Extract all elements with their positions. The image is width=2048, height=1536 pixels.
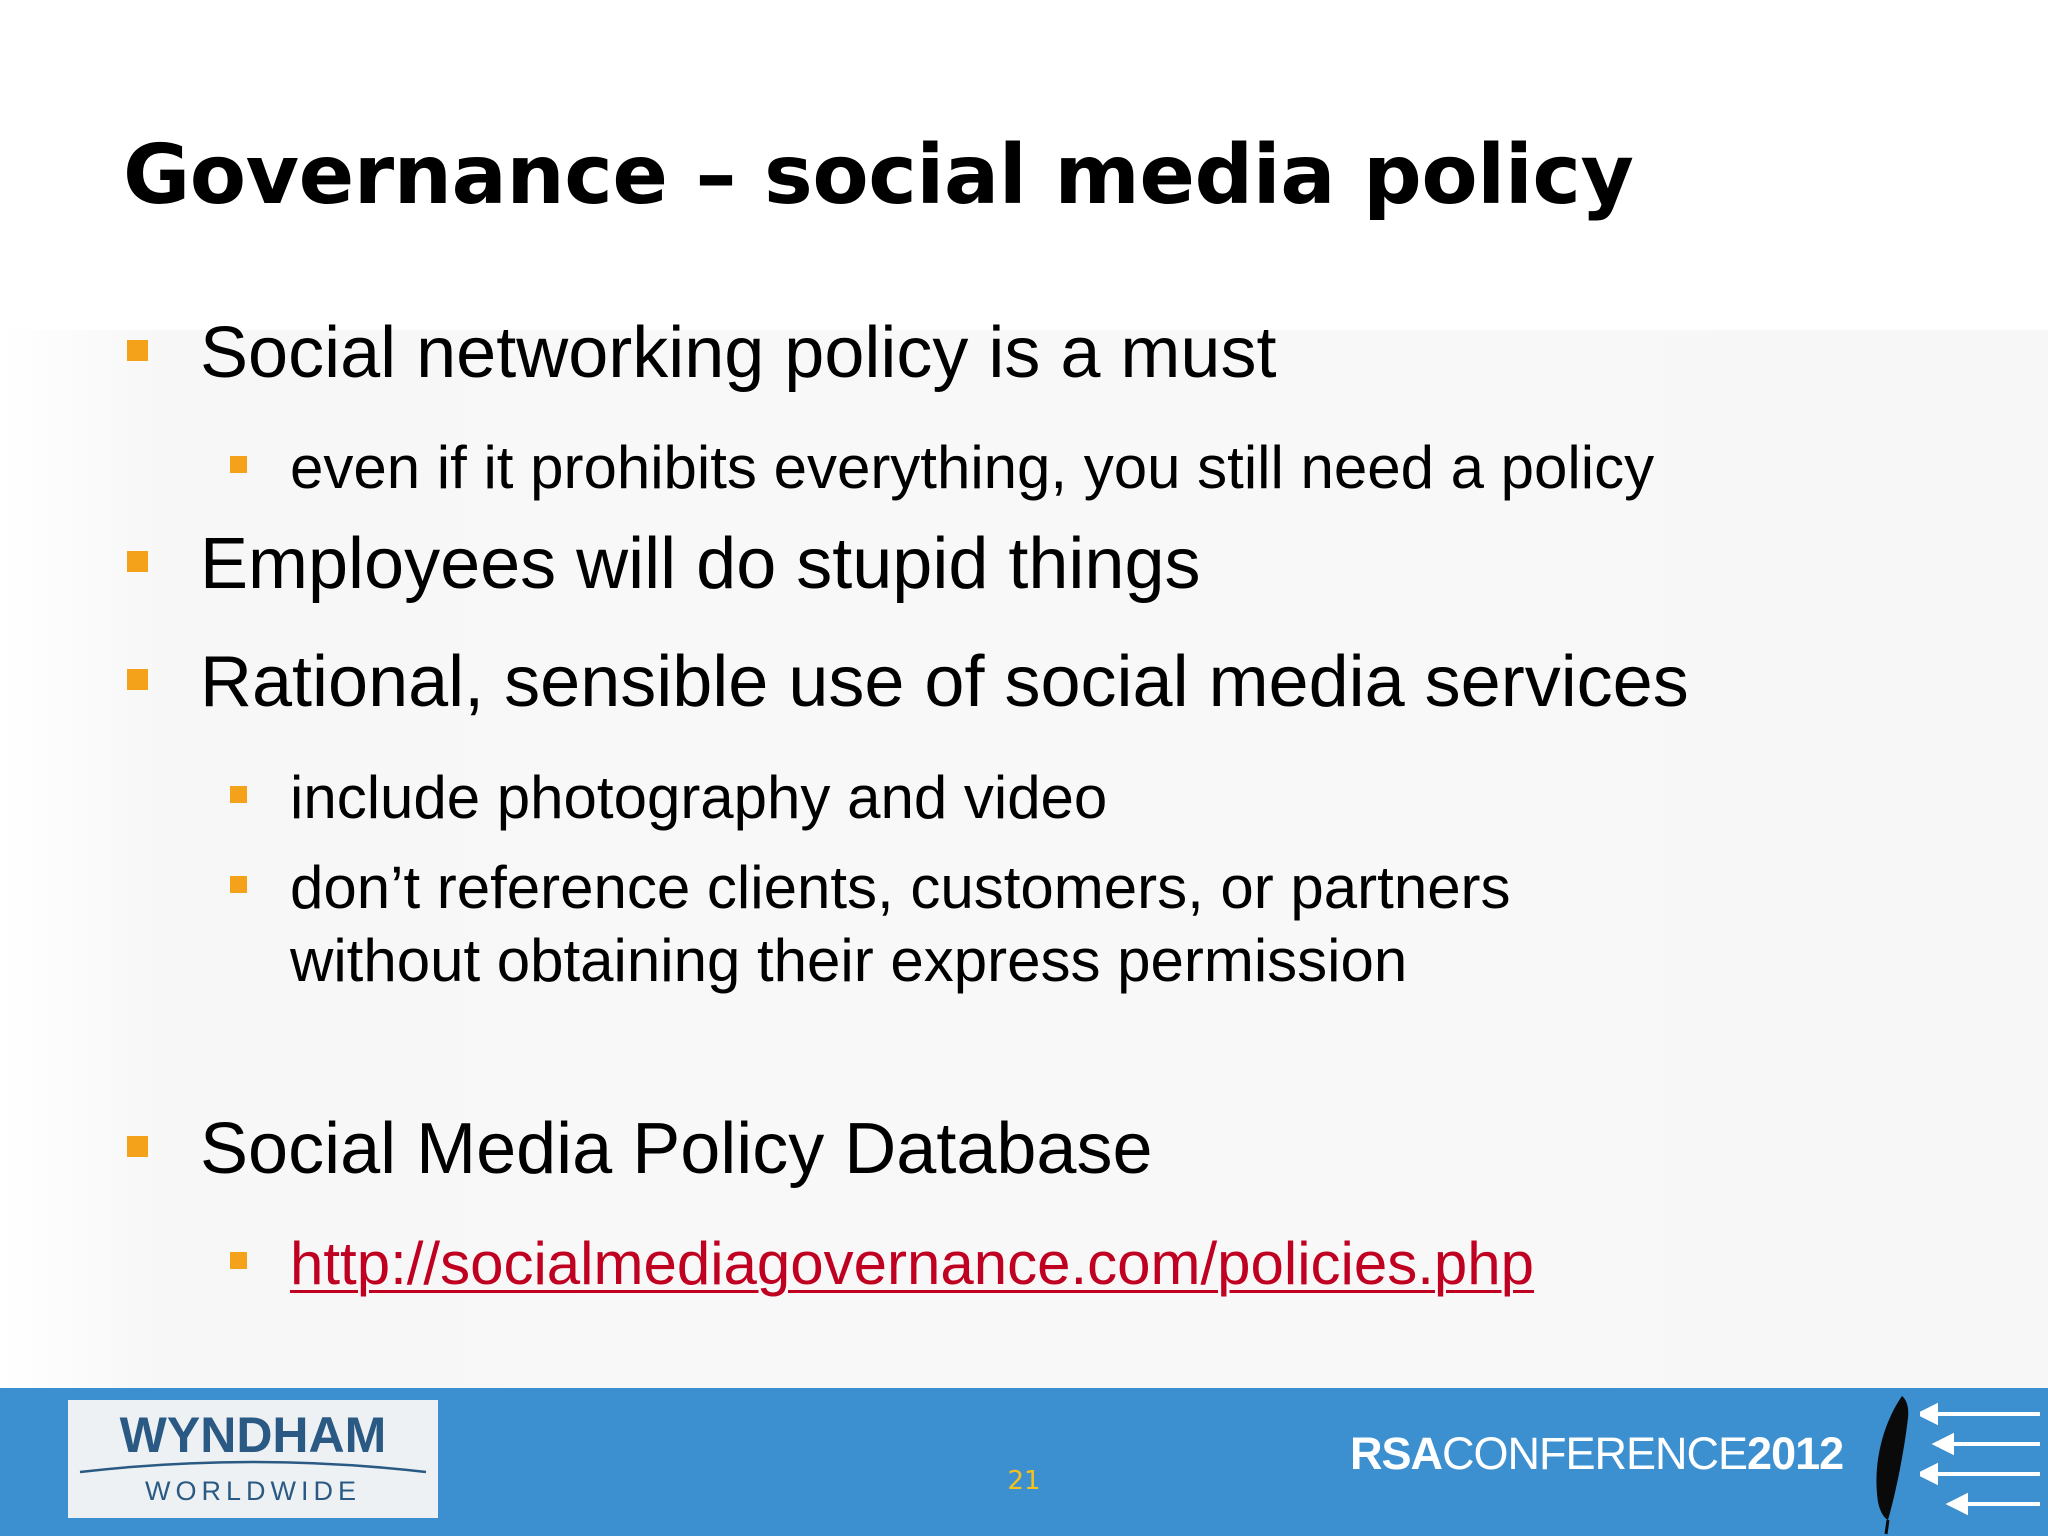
bullet-3-sub-2-line-2: without obtaining their express permission [290, 927, 1408, 994]
bullet-3 [200, 641, 1689, 723]
bullet-1 [200, 312, 1276, 394]
bullet-2 [200, 523, 1201, 605]
bullet-3-sub-1 [290, 762, 1107, 834]
wyndham-logo-line2: WORLDWIDE [145, 1476, 361, 1506]
bullet-3-sub-1-text: include photography and video [290, 764, 1108, 831]
bullet-1-sub-1 [290, 432, 1654, 504]
rsa-conference-logo [1350, 1428, 1843, 1480]
bullet-marker [127, 551, 148, 572]
bullet-1-text: Social networking policy is a must [200, 313, 1277, 393]
rsa-logo-rsa: RSA [1350, 1428, 1443, 1479]
bullet-marker [230, 456, 247, 473]
rsa-logo-conference: CONFERENCE [1442, 1428, 1748, 1479]
bullet-2-text: Employees will do stupid things [200, 524, 1201, 604]
rsa-logo-year: 2012 [1747, 1428, 1844, 1479]
bullet-3-sub-2 [290, 852, 1511, 924]
bullet-3-sub-2-continued [290, 925, 1407, 997]
bullet-4-text: Social Media Policy Database [200, 1109, 1153, 1189]
bullet-3-text: Rational, sensible use of social media services [200, 642, 1689, 722]
bullet-4 [200, 1108, 1153, 1190]
policy-database-link[interactable]: http://socialmediagovernance.com/policies.php [290, 1230, 1535, 1297]
bullet-1-sub-1-text: even if it prohibits everything, you still need a policy [290, 434, 1655, 501]
bullet-marker [230, 786, 247, 803]
wyndham-logo-graphic [68, 1400, 438, 1518]
page-number: 21 [1007, 1466, 1041, 1496]
arrows-icon [1920, 1400, 2046, 1532]
bullet-marker [230, 1252, 247, 1269]
bullet-3-sub-2-line-1: don’t reference clients, customers, or partners [290, 854, 1511, 921]
bullet-4-sub-1[interactable] [290, 1228, 1534, 1300]
bullet-marker [127, 1136, 148, 1157]
wyndham-worldwide-logo [68, 1400, 438, 1518]
feather-icon [1862, 1392, 1918, 1536]
bullet-marker [127, 340, 148, 361]
wyndham-logo-line1: WYNDHAM [119, 1407, 387, 1463]
slide-title: Governance – social media policy [123, 128, 1634, 223]
bullet-marker [230, 876, 247, 893]
wyndham-logo-swoosh [80, 1462, 426, 1472]
bullet-marker [127, 669, 148, 690]
